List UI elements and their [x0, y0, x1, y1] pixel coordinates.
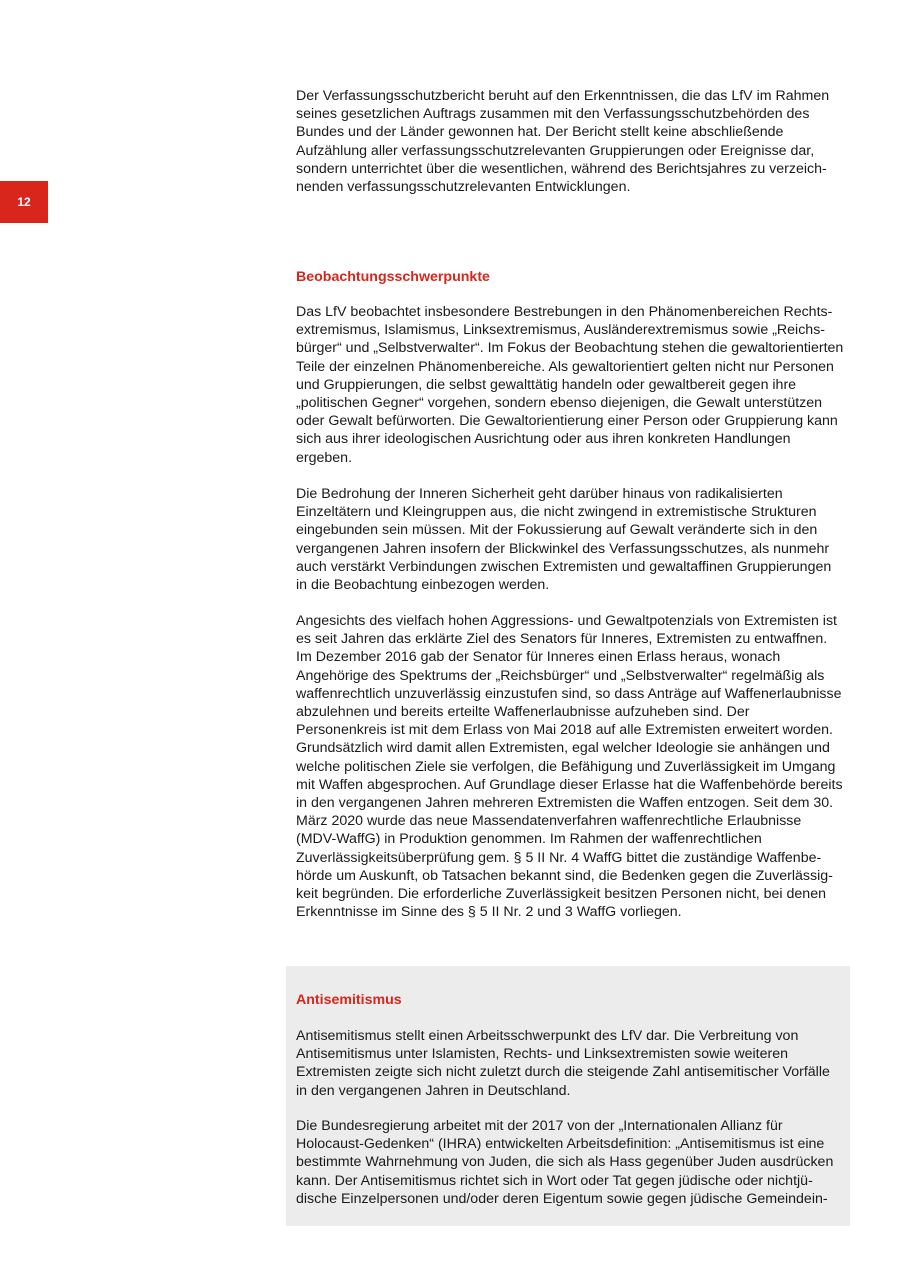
box-heading-wrap [296, 991, 844, 1009]
section-observation-body [296, 303, 844, 467]
body-paragraph: Die Bedrohung der Inneren Sicherheit geht darüber hinaus von radikalisierten Einzeltätern und Kleingruppen aus, die nicht zwingend in extremistische Strukturen eingebunden sein müssen. Mit der Fokussierung auf Gewalt veränderte sich in den vergangenen Jahren insofern der Blickwinkel des Verfassungsschutzes, als nunmehr auch verstärkt Verbindungen zwischen Extremisten und gewaltaffinen Gruppierungen in die Beobachtung einbezogen werden. [296, 486, 832, 594]
section-observation-body-2 [296, 485, 844, 594]
page-number: 12 [17, 195, 31, 209]
page-number-tab [0, 181, 48, 223]
box-paragraph: Die Bundesregierung arbeitet mit der 2017 von der „Internationalen Allianz für Holocaust-Gedenken“ (IHRA) entwickelten Arbeitsdefinition: „Antisemitismus ist eine bestimmte Wahrnehmung von Juden, die sich als Hass gegenüber Juden ausdrücken kann. Der Antisemitismus richtet sich in Wort oder Tat gegen jüdische oder nichtjüdische Einzelpersonen und/oder deren Eigentum sowie gegen jüdische Gemeindein- [296, 1118, 834, 1207]
body-paragraph: Angesichts des vielfach hohen Aggressions- und Gewaltpotenzials von Extremisten ist es seit Jahren das erklärte Ziel des Senators für Inneres, Extremisten zu entwaffnen. Im Dezember 2016 gab der Senator für Inneres einen Erlass heraus, wonach Angehörige des Spektrums der „Reichsbürger“ und „Selbstverwalter“ regelmäßig als waffenrechtlich unzuverlässig einzustufen sind, so dass Anträge auf Waffenerlaubnisse abzulehnen und bereits erteilte Waffenerlaubnisse aufzuheben sind. Der Personenkreis ist mit dem Erlass von Mai 2018 auf alle Extremisten erweitert worden. Grundsätzlich wird damit allen Extremisten, egal welcher Ideologie sie anhängen und welche politischen Ziele sie verfolgen, die Befähigung und Zuverlässigkeit im Umgang mit Waffen abgesprochen. Auf Grundlage dieser Erlasse hat die Waffenbehörde bereits in den vergangenen Jahren mehreren Extremisten die Waffen entzogen. Seit dem 30. März 2020 wurde das neue Massendatenverfahren waffenrechtliche Erlaubnisse (MDV-WaffG) in Produktion genommen. Im Rahmen der waffenrechtlichen Zuverlässigkeitsüberprüfung gem. § 5 II Nr. 4 WaffG bittet die zuständige Waffenbehörde um Auskunft, ob Tatsachen bekannt sind, die Bedenken gegen die Zuverlässigkeit begründen. Die erforderliche Zuverlässigkeit besitzen Personen nicht, bei denen Erkenntnisse im Sinne des § 5 II Nr. 2 und 3 WaffG vorliegen. [296, 613, 843, 921]
section-heading: Beobachtungsschwerpunkte [296, 269, 490, 285]
body-paragraph: Das LfV beobachtet insbesondere Bestrebungen in den Phänomenbereichen Rechtsextremismus, Islamismus, Linksextremismus, Ausländerextremismus sowie „Reichsbürger“ und „Selbstverwalter“. Im Fokus der Beobachtung stehen die gewaltorientierten Teile der einzelnen Phänomenbereiche. Als gewaltorientiert gelten nicht nur Personen und Gruppierungen, die selbst gewalttätig handeln oder gewaltbereit gegen ihre „politischen Gegner“ vorgehen, sondern ebenso diejenigen, die Gewalt unterstützen oder Gewalt befürworten. Die Gewaltorientierung einer Person oder Gruppierung kann sich aus ihrer ideologischen Ausrichtung oder aus ihren konkreten Handlungen ergeben. [296, 304, 844, 466]
box-body-2 [296, 1117, 844, 1208]
intro-paragraph: Der Verfassungsschutzbericht beruht auf den Erkenntnissen, die das LfV im Rahmen seines gesetzlichen Auftrags zusammen mit den Verfassungsschutzbehörden des Bundes und der Länder gewonnen hat. Der Bericht stellt keine abschließende Aufzählung aller verfassungsschutzrelevanten Gruppierungen oder Ereignisse dar, sondern unterrichtet über die wesentlichen, während des Berichtsjahres zu verzeichnenden verfassungsschutzrelevanten Entwicklungen. [296, 88, 830, 196]
box-heading: Antisemitismus [296, 992, 402, 1008]
section-observation-body-3 [296, 612, 844, 921]
box-paragraph: Antisemitismus stellt einen Arbeitsschwerpunkt des LfV dar. Die Verbreitung von Antisemitismus unter Islamisten, Rechts- und Linksextremisten sowie weiteren Extremisten zeigte sich nicht zuletzt durch die steigende Zahl antisemitischer Vorfälle in den vergangenen Jahren in Deutschland. [296, 1028, 830, 1099]
intro-block [296, 87, 844, 196]
section-observation [296, 268, 844, 286]
box-body-1 [296, 1027, 844, 1100]
